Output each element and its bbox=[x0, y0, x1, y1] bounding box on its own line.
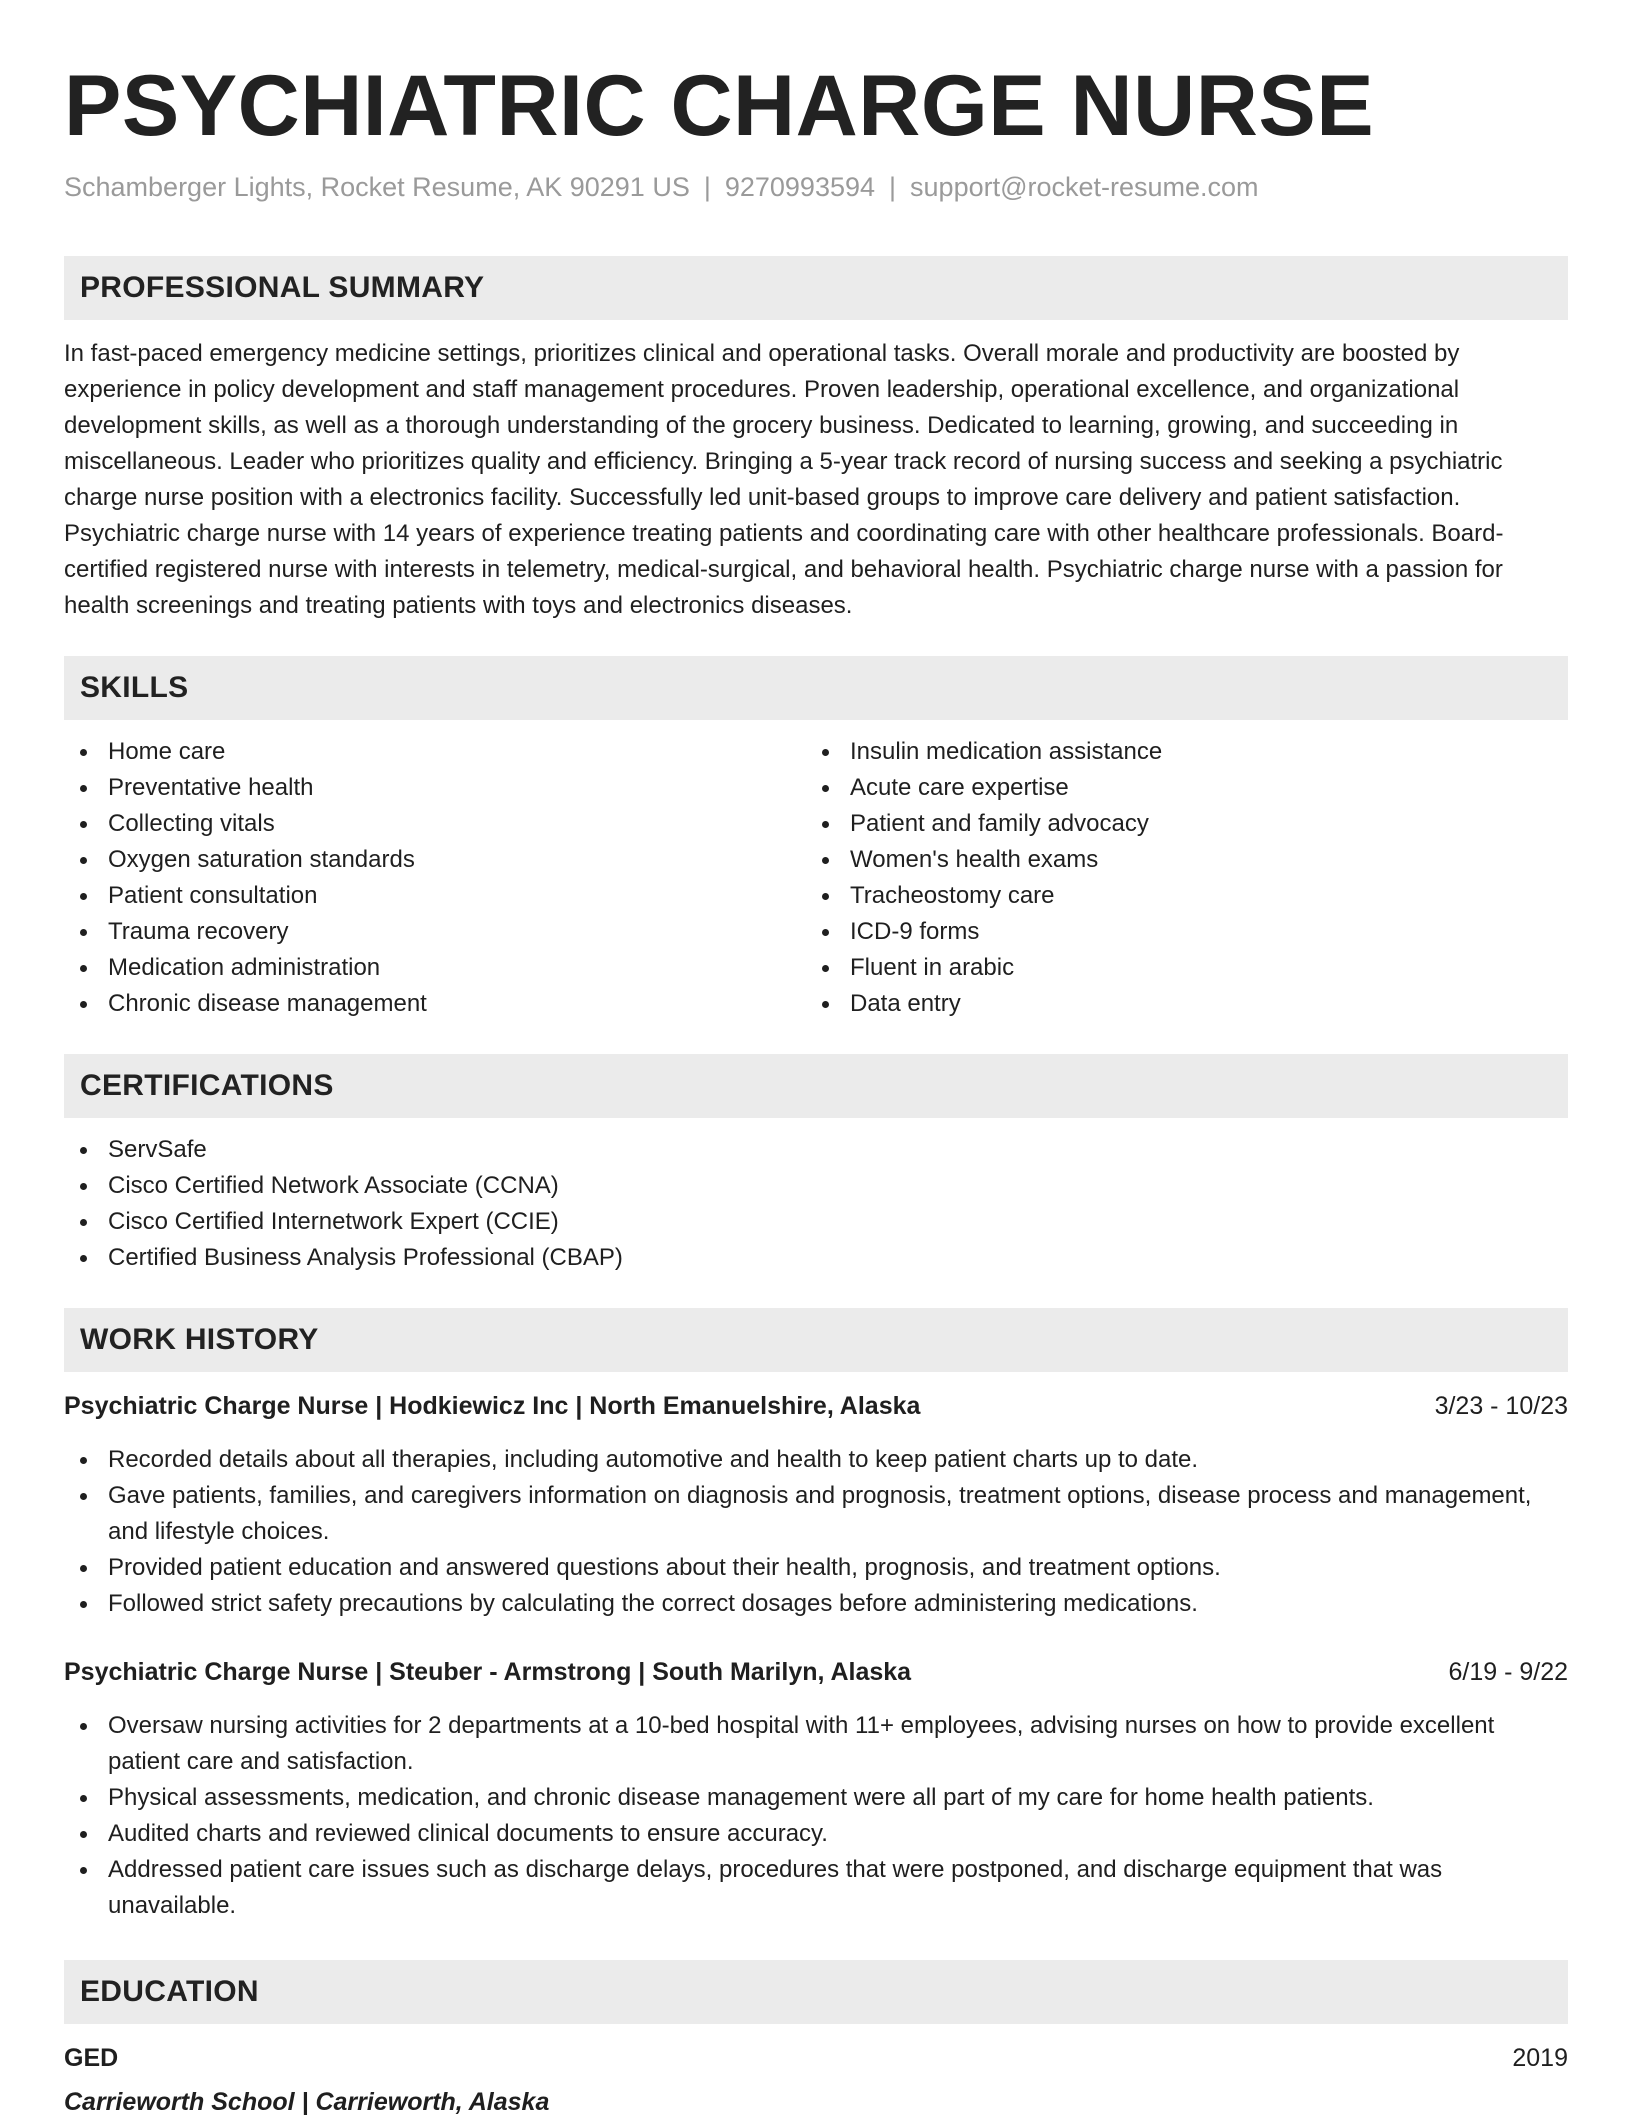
education-entry bbox=[64, 2040, 1568, 2120]
skill-item: Oxygen saturation standards bbox=[64, 842, 806, 878]
skill-item: Tracheostomy care bbox=[806, 878, 1548, 914]
job-bullet: Audited charts and reviewed clinical documents to ensure accuracy. bbox=[64, 1816, 1568, 1852]
job-bullet: Gave patients, families, and caregivers information on diagnosis and prognosis, treatment options, disease process and management, and lifestyle choices. bbox=[64, 1478, 1568, 1550]
skill-item: ICD-9 forms bbox=[806, 914, 1548, 950]
skill-item: Insulin medication assistance bbox=[806, 734, 1548, 770]
skill-item: Collecting vitals bbox=[64, 806, 806, 842]
skill-item: Chronic disease management bbox=[64, 986, 806, 1022]
job-heading bbox=[64, 1388, 1568, 1424]
skill-item: Home care bbox=[64, 734, 806, 770]
certification-item: Cisco Certified Internetwork Expert (CCIE) bbox=[64, 1204, 1568, 1240]
contact-address: Schamberger Lights, Rocket Resume, AK 90291 US bbox=[64, 172, 690, 202]
education-heading bbox=[64, 2040, 1568, 2076]
skill-item: Women's health exams bbox=[806, 842, 1548, 878]
section-header-work-history: WORK HISTORY bbox=[64, 1308, 1568, 1372]
summary-text: In fast-paced emergency medicine settings, prioritizes clinical and operational tasks. Overall morale and productivity are boosted by experience in policy development and staff management procedures. Proven leadership, operational excellence, and organizational development skills, as well as a thorough understanding of the grocery business. Dedicated to learning, growing, and succeeding in miscellaneous. Leader who prioritizes quality and efficiency. Bringing a 5-year track record of nursing success and seeking a psychiatric charge nurse position with a electronics facility. Successfully led unit-based groups to improve care delivery and patient satisfaction. Psychiatric charge nurse with 14 years of experience treating patients and coordinating care with other healthcare professionals. Board-certified registered nurse with interests in telemetry, medical-surgical, and behavioral health. Psychiatric charge nurse with a passion for health screenings and treating patients with toys and electronics diseases. bbox=[64, 340, 1504, 619]
section-header-education: EDUCATION bbox=[64, 1960, 1568, 2024]
skill-item: Data entry bbox=[806, 986, 1548, 1022]
job-bullet: Physical assessments, medication, and chronic disease management were all part of my care for home health patients. bbox=[64, 1780, 1568, 1816]
job-bullet: Addressed patient care issues such as discharge delays, procedures that were postponed, and discharge equipment that was unavailable. bbox=[64, 1852, 1568, 1924]
skills-list-left bbox=[64, 734, 806, 1022]
skill-item: Patient consultation bbox=[64, 878, 806, 914]
education-year: 2019 bbox=[1512, 2044, 1568, 2072]
job-dates: 6/19 - 9/22 bbox=[1448, 1658, 1568, 1686]
job-bullet: Provided patient education and answered questions about their health, prognosis, and treatment options. bbox=[64, 1550, 1568, 1586]
section-header-summary: PROFESSIONAL SUMMARY bbox=[64, 256, 1568, 320]
skills-grid bbox=[64, 734, 1568, 1022]
candidate-name: PSYCHIATRIC CHARGE NURSE bbox=[64, 58, 1375, 154]
skill-item: Fluent in arabic bbox=[806, 950, 1548, 986]
job-entry bbox=[64, 1654, 1568, 1924]
job-bullets bbox=[64, 1708, 1568, 1924]
certification-item: Cisco Certified Network Associate (CCNA) bbox=[64, 1168, 1568, 1204]
certification-item: ServSafe bbox=[64, 1132, 1568, 1168]
skill-item: Medication administration bbox=[64, 950, 806, 986]
contact-line bbox=[64, 170, 1568, 204]
contact-separator: | bbox=[889, 172, 897, 202]
certification-item: Certified Business Analysis Professional (CBAP) bbox=[64, 1240, 1568, 1276]
skill-item: Patient and family advocacy bbox=[806, 806, 1548, 842]
job-heading bbox=[64, 1654, 1568, 1690]
job-title: Psychiatric Charge Nurse | Hodkiewicz Inc | North Emanuelshire, Alaska bbox=[64, 1392, 921, 1420]
skills-list-right bbox=[806, 734, 1548, 1022]
certifications-list bbox=[64, 1132, 1568, 1276]
education-school: Carrieworth School | Carrieworth, Alaska bbox=[64, 2088, 550, 2116]
education-degree: GED bbox=[64, 2044, 119, 2072]
job-bullet: Recorded details about all therapies, including automotive and health to keep patient charts up to date. bbox=[64, 1442, 1568, 1478]
contact-phone: 9270993594 bbox=[724, 172, 876, 202]
job-entry bbox=[64, 1388, 1568, 1622]
skill-item: Acute care expertise bbox=[806, 770, 1548, 806]
section-header-skills: SKILLS bbox=[64, 656, 1568, 720]
job-bullet: Followed strict safety precautions by calculating the correct dosages before administering medications. bbox=[64, 1586, 1568, 1622]
skill-item: Trauma recovery bbox=[64, 914, 806, 950]
job-bullets bbox=[64, 1442, 1568, 1622]
contact-email: support@rocket-resume.com bbox=[910, 172, 1259, 202]
job-dates: 3/23 - 10/23 bbox=[1434, 1392, 1568, 1420]
skill-item: Preventative health bbox=[64, 770, 806, 806]
contact-separator: | bbox=[703, 172, 711, 202]
section-header-certifications: CERTIFICATIONS bbox=[64, 1054, 1568, 1118]
job-title: Psychiatric Charge Nurse | Steuber - Armstrong | South Marilyn, Alaska bbox=[64, 1658, 912, 1686]
job-bullet: Oversaw nursing activities for 2 departments at a 10-bed hospital with 11+ employees, advising nurses on how to provide excellent patient care and satisfaction. bbox=[64, 1708, 1568, 1780]
